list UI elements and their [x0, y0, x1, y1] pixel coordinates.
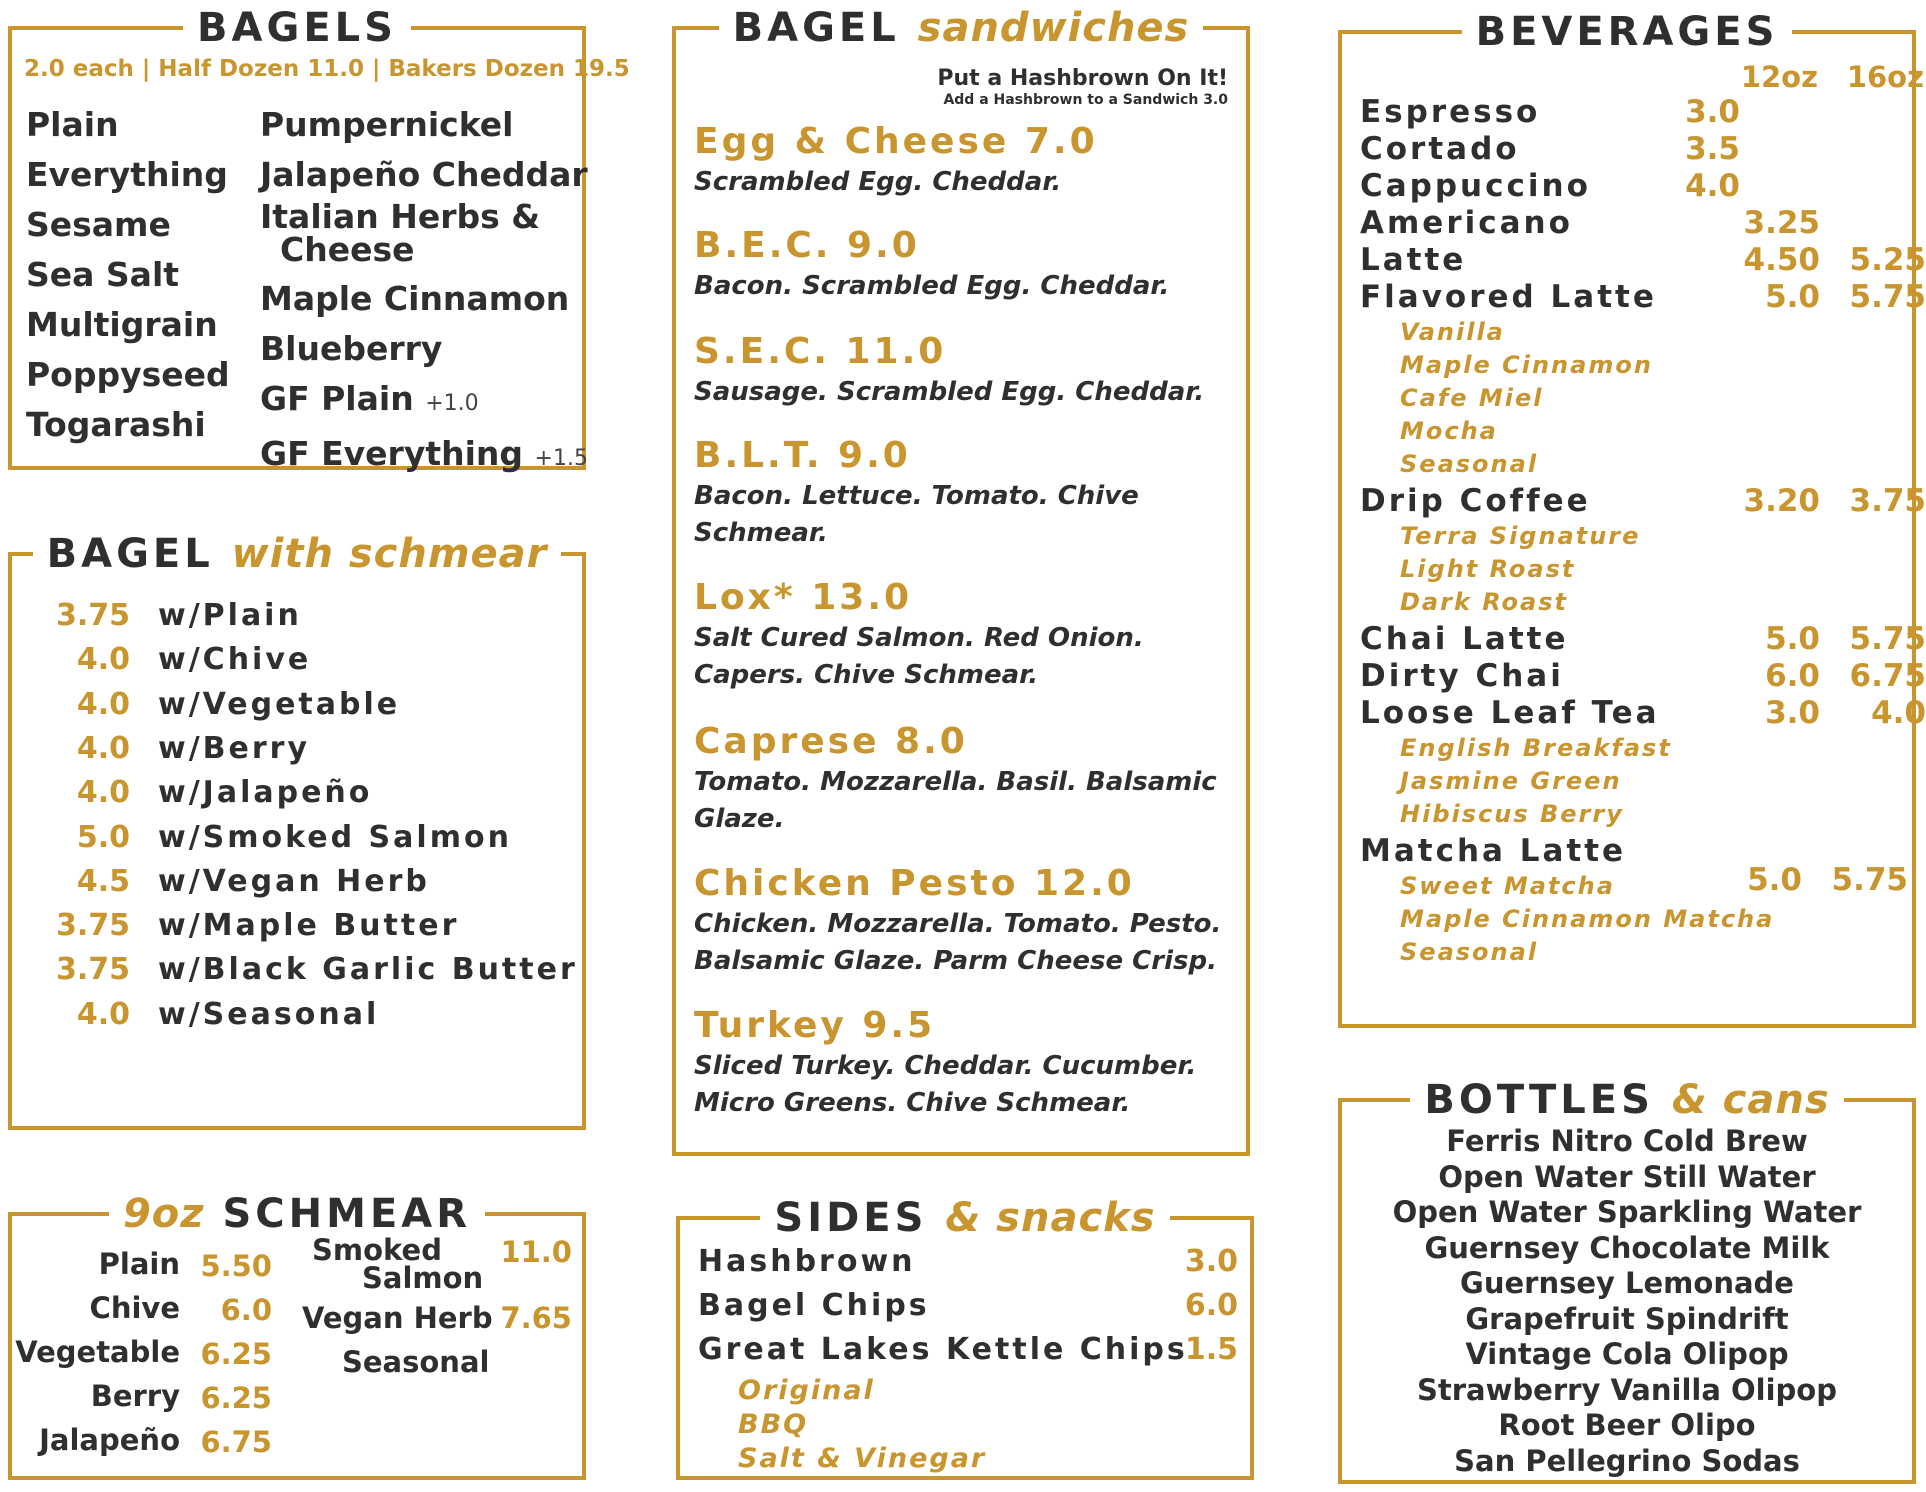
schmear-name: w/Vegetable: [158, 686, 401, 722]
beverage-price-16oz: 4.0: [1871, 695, 1926, 731]
beverage-option-name: Terra Signature: [1400, 522, 1641, 550]
sandwich-name: Caprese 8.0: [694, 721, 968, 762]
beverages-panel: [1338, 9, 1926, 1028]
beverage-option-name: Dark Roast: [1400, 588, 1568, 616]
beverage-option: [1400, 415, 1498, 448]
side-price: 3.0: [1184, 1244, 1238, 1279]
schmear-row: [76, 730, 311, 775]
size-12oz-header: 12oz: [1740, 60, 1818, 94]
oz-schmear-price: 7.65: [500, 1301, 572, 1335]
schmear-price: 4.0: [76, 775, 130, 811]
beverage-name: Matcha Latte: [1360, 833, 1627, 869]
schmear-price: 3.75: [55, 908, 130, 944]
side-item: [698, 1284, 1238, 1328]
bagel-item: [260, 274, 588, 324]
bottle-item: Open Water Still Water: [1438, 1159, 1816, 1194]
bagel-item: [260, 197, 588, 236]
sandwich-description: Bacon. Scrambled Egg. Cheddar.: [694, 271, 1170, 301]
schmear-title-accent: with schmear: [231, 531, 548, 577]
oz-schmear-price: 6.0: [220, 1293, 272, 1327]
schmear-price: 4.0: [76, 730, 130, 766]
beverage-price-12oz: 6.0: [1765, 658, 1820, 694]
beverage-item: [1360, 658, 1926, 695]
sandwich-description: Bacon. Lettuce. Tomato. Chive Schmear.: [694, 481, 1139, 548]
bagel-name: Jalapeño Cheddar: [260, 155, 588, 194]
beverage-item: [1360, 833, 1626, 870]
bagel-item: Multigrain: [26, 305, 218, 344]
schmear-price: 4.0: [76, 642, 130, 678]
beverage-option: [1400, 798, 1624, 831]
schmear-price: 4.0: [76, 996, 130, 1032]
oz-schmear-name: Plain: [98, 1247, 180, 1281]
schmear-row: [55, 598, 302, 642]
bagel-with-schmear-panel: [8, 531, 586, 1130]
sandwich-item: [694, 720, 1224, 838]
sandwich-name: B.E.C. 9.0: [694, 225, 920, 266]
bottles-list: [1342, 1124, 1912, 1479]
schmear-name: w/Jalapeño: [158, 775, 373, 811]
bagel-upcharge: +1.0: [425, 391, 479, 416]
bagel-item: Sesame: [26, 205, 171, 244]
sides-title-accent: & snacks: [945, 1195, 1156, 1241]
schmear-row: [76, 996, 380, 1041]
beverage-option-name: Hibiscus Berry: [1400, 800, 1624, 828]
oz-title-main: SCHMEAR: [222, 1191, 472, 1237]
beverage-price-12oz: 3.0: [1685, 94, 1740, 130]
bagels-pricing: 2.0 each | Half Dozen 11.0 | Bakers Dozen 19.5: [24, 56, 630, 82]
beverage-item: [1360, 168, 1740, 205]
oz-schmear-name: Vegetable: [15, 1335, 180, 1369]
oz-schmear-name: Berry: [90, 1379, 180, 1413]
chip-flavor: Original: [738, 1375, 875, 1406]
schmear-price: 5.0: [76, 819, 130, 855]
schmear-title: [33, 528, 562, 580]
schmear-row: [76, 686, 401, 731]
side-name: Great Lakes Kettle Chips: [698, 1332, 1188, 1367]
bagel-item: Everything: [26, 155, 228, 194]
beverage-name: Espresso: [1360, 94, 1541, 130]
sandwich-description: Sausage. Scrambled Egg. Cheddar.: [694, 377, 1205, 407]
chip-flavor: BBQ: [738, 1409, 809, 1440]
beverage-item: [1360, 94, 1740, 131]
bottle-item: Root Beer Olipo: [1498, 1408, 1756, 1442]
oz-schmear-name: Vegan Herb: [302, 1301, 493, 1335]
beverage-option-name: Seasonal: [1400, 938, 1539, 966]
bottle-item: Grapefruit Spindrift: [1465, 1301, 1789, 1336]
sandwich-description: Salt Cured Salmon. Red Onion. Capers. Chive Schmear.: [694, 623, 1144, 690]
oz-schmear-price: 6.25: [200, 1381, 272, 1415]
beverage-price-16oz: 5.25: [1849, 242, 1926, 278]
side-name: Hashbrown: [698, 1244, 916, 1279]
bottles-title-accent: & cans: [1671, 1077, 1830, 1123]
bottles-cans-panel: [1338, 1077, 1916, 1484]
sandwich-description: Chicken. Mozzarella. Tomato. Pesto. Balsamic Glaze. Parm Cheese Crisp.: [694, 909, 1222, 976]
schmear-row: [55, 908, 460, 952]
beverage-price-16oz: 5.75: [1831, 862, 1908, 898]
sandwich-description: Tomato. Mozzarella. Basil. Balsamic Glaze.: [694, 767, 1217, 834]
beverage-price-12oz: 3.5: [1685, 131, 1740, 167]
beverage-name: Loose Leaf Tea: [1360, 695, 1660, 731]
sides-snacks-panel: [676, 1195, 1254, 1480]
schmear-row: [76, 775, 373, 819]
beverage-option: [1400, 316, 1505, 349]
size-16oz-header: 16oz: [1846, 60, 1924, 94]
beverage-name: Cortado: [1360, 131, 1520, 167]
beverages-title: BEVERAGES: [1462, 6, 1793, 58]
schmear-row: [76, 642, 312, 686]
schmear-price: 3.75: [55, 598, 130, 633]
side-item: [698, 1240, 1238, 1284]
sandwich-description: Scrambled Egg. Cheddar.: [694, 167, 1062, 197]
beverage-name: Dirty Chai: [1360, 658, 1564, 694]
oz-title-accent: 9oz: [122, 1191, 205, 1237]
bagel-sandwiches-panel: [672, 5, 1250, 1156]
bagel-name: Cheese: [280, 230, 415, 269]
beverage-option: [1400, 903, 1774, 936]
beverage-name: Latte: [1360, 242, 1467, 278]
sides-title: [760, 1192, 1169, 1244]
beverage-price-16oz: 5.75: [1849, 279, 1926, 315]
beverage-option-name: English Breakfast: [1400, 734, 1672, 762]
sandwich-name: B.L.T. 9.0: [694, 435, 911, 476]
beverage-price-12oz: 5.0: [1747, 862, 1802, 898]
bagel-upcharge: +1.5: [534, 446, 588, 471]
beverage-name: Cappuccino: [1360, 168, 1591, 204]
sandwiches-title-main: BAGEL: [732, 5, 900, 51]
beverage-item: [1360, 621, 1926, 658]
hashbrown-promo: Put a Hashbrown On It!: [937, 66, 1228, 91]
bagel-item: [260, 150, 588, 200]
beverage-item: [1360, 695, 1926, 732]
bottles-title: [1410, 1074, 1843, 1126]
beverage-option-name: Maple Cinnamon Matcha: [1400, 905, 1775, 933]
bottle-item: Ferris Nitro Cold Brew: [1446, 1124, 1808, 1158]
bagel-item: [260, 374, 588, 429]
oz-schmear-name: Salmon: [362, 1261, 484, 1295]
beverage-item: [1360, 483, 1926, 520]
bottle-item: Vintage Cola Olipop: [1465, 1337, 1789, 1371]
bottle-item: San Pellegrino Sodas: [1454, 1443, 1800, 1478]
beverage-option: [1400, 765, 1622, 798]
beverage-price-12oz: 3.0: [1765, 695, 1820, 731]
sides-title-main: SIDES: [774, 1195, 928, 1241]
sandwich-item: [694, 862, 1224, 980]
bagel-item: [260, 100, 588, 150]
oz-schmear-name: Seasonal: [342, 1345, 490, 1379]
beverage-option-name: Mocha: [1400, 417, 1498, 445]
beverage-price-12oz: 4.50: [1743, 242, 1820, 278]
sandwich-name: S.E.C. 11.0: [694, 331, 947, 372]
oz-schmear-price: 5.50: [200, 1249, 272, 1283]
schmear-name: w/Maple Butter: [158, 908, 460, 944]
beverage-item: [1360, 205, 1820, 242]
beverage-price-12oz: 4.0: [1685, 168, 1740, 204]
beverage-price-16oz: 3.75: [1849, 483, 1926, 519]
schmear-name: w/Smoked Salmon: [158, 819, 512, 855]
bagels-column-2: [260, 100, 588, 484]
schmear-name: w/Plain: [158, 598, 302, 633]
bagel-item: Plain: [26, 105, 119, 144]
bottle-item: Strawberry Vanilla Olipop: [1417, 1372, 1837, 1407]
beverage-price-12oz: 5.0: [1765, 621, 1820, 657]
schmear-name: w/Berry: [158, 730, 311, 766]
beverage-item: [1360, 242, 1926, 279]
beverage-option-name: Vanilla: [1400, 318, 1505, 346]
beverage-option: [1400, 448, 1538, 481]
beverage-item: [1360, 279, 1926, 316]
beverage-option: [1400, 520, 1640, 553]
beverage-option: [1400, 936, 1538, 969]
sandwich-name: Turkey 9.5: [694, 1005, 936, 1046]
bagels-title: BAGELS: [183, 2, 411, 54]
bagel-item: [260, 230, 588, 269]
beverage-option: [1400, 382, 1544, 415]
sandwich-item: [694, 120, 1224, 201]
schmear-price: 4.0: [76, 686, 130, 722]
sandwich-item: [694, 224, 1224, 305]
beverage-option-name: Jasmine Green: [1400, 767, 1622, 795]
side-price: 1.5: [1184, 1332, 1238, 1367]
sandwich-item: [694, 1004, 1224, 1122]
beverage-item: [1360, 131, 1740, 168]
beverage-option: [1400, 732, 1672, 765]
beverage-option: [1400, 349, 1653, 382]
bottle-item: Guernsey Chocolate Milk: [1424, 1230, 1830, 1265]
bagel-name: Italian Herbs &: [260, 197, 541, 236]
oz-schmear-price: 6.25: [200, 1337, 272, 1371]
schmear-name: w/Vegan Herb: [158, 863, 430, 899]
beverage-option: [1400, 553, 1575, 586]
bagel-name: Pumpernickel: [260, 105, 514, 144]
bagels-column-1: [26, 100, 230, 450]
bottle-item: Open Water Sparkling Water: [1392, 1195, 1862, 1229]
schmear-name: w/Chive: [158, 642, 312, 678]
beverage-name: Americano: [1360, 205, 1573, 241]
bagel-item: Poppyseed: [26, 355, 230, 394]
beverage-option-name: Light Roast: [1400, 555, 1576, 583]
schmear-row: [76, 819, 512, 864]
bagel-item: Sea Salt: [26, 255, 180, 294]
oz-schmear-name: Smoked: [312, 1233, 442, 1267]
bagel-name: GF Everything: [260, 434, 524, 473]
oz-schmear-price: 6.75: [200, 1425, 272, 1459]
schmear-name: w/Seasonal: [158, 996, 380, 1032]
schmear-title-main: BAGEL: [46, 531, 214, 577]
hashbrown-promo-sub: Add a Hashbrown to a Sandwich 3.0: [943, 92, 1228, 108]
bottles-title-main: BOTTLES: [1424, 1077, 1654, 1123]
oz-schmear-name: Chive: [89, 1291, 180, 1325]
beverage-price-12oz: 3.25: [1743, 205, 1820, 241]
beverage-price-12oz: 5.0: [1765, 279, 1820, 315]
beverage-name: Drip Coffee: [1360, 483, 1591, 519]
sandwich-item: [694, 330, 1224, 411]
beverage-price-12oz: 3.20: [1743, 483, 1820, 519]
side-item: [698, 1328, 1238, 1372]
beverage-price-16oz: 5.75: [1849, 621, 1926, 657]
sandwich-description: Sliced Turkey. Cheddar. Cucumber. Micro Greens. Chive Schmear.: [694, 1051, 1197, 1118]
schmear-price: 4.5: [76, 863, 130, 899]
beverage-option-name: Seasonal: [1400, 450, 1539, 478]
beverage-option-name: Cafe Miel: [1400, 384, 1544, 412]
beverage-name: Chai Latte: [1360, 621, 1569, 657]
schmear-price: 3.75: [55, 952, 130, 988]
oz-schmear-price: 11.0: [500, 1235, 572, 1269]
beverage-option-name: Maple Cinnamon: [1400, 351, 1653, 379]
schmear-row: [76, 863, 430, 908]
chip-flavor: Salt & Vinegar: [738, 1443, 987, 1474]
beverage-price-16oz: 6.75: [1849, 658, 1926, 694]
sandwich-item: [694, 576, 1224, 694]
beverage-name: Flavored Latte: [1360, 279, 1657, 315]
sandwiches-title: [719, 2, 1204, 54]
schmear-name: w/Black Garlic Butter: [158, 952, 578, 988]
sandwich-name: Egg & Cheese 7.0: [694, 121, 1098, 162]
bottle-item: Guernsey Lemonade: [1460, 1266, 1794, 1300]
9oz-schmear-panel: [8, 1191, 586, 1480]
schmear-row: [55, 952, 578, 996]
bagel-item: [260, 429, 588, 484]
sandwiches-title-accent: sandwiches: [917, 5, 1190, 51]
side-name: Bagel Chips: [698, 1288, 930, 1323]
sandwich-name: Chicken Pesto 12.0: [694, 863, 1135, 904]
bagel-name: Maple Cinnamon: [260, 279, 570, 318]
beverage-option: [1400, 862, 1908, 903]
sandwich-name: Lox* 13.0: [694, 577, 913, 618]
oz-schmear-name: Jalapeño: [39, 1423, 180, 1457]
sandwich-item: [694, 434, 1224, 552]
bagel-name: GF Plain: [260, 379, 414, 418]
beverage-option-name: Sweet Matcha: [1400, 872, 1615, 900]
bagels-panel: [8, 5, 630, 473]
beverage-option: [1400, 586, 1568, 619]
bagel-item: [260, 324, 588, 374]
bagel-name: Blueberry: [260, 329, 443, 368]
side-price: 6.0: [1184, 1288, 1238, 1323]
bagel-item: Togarashi: [26, 405, 206, 444]
